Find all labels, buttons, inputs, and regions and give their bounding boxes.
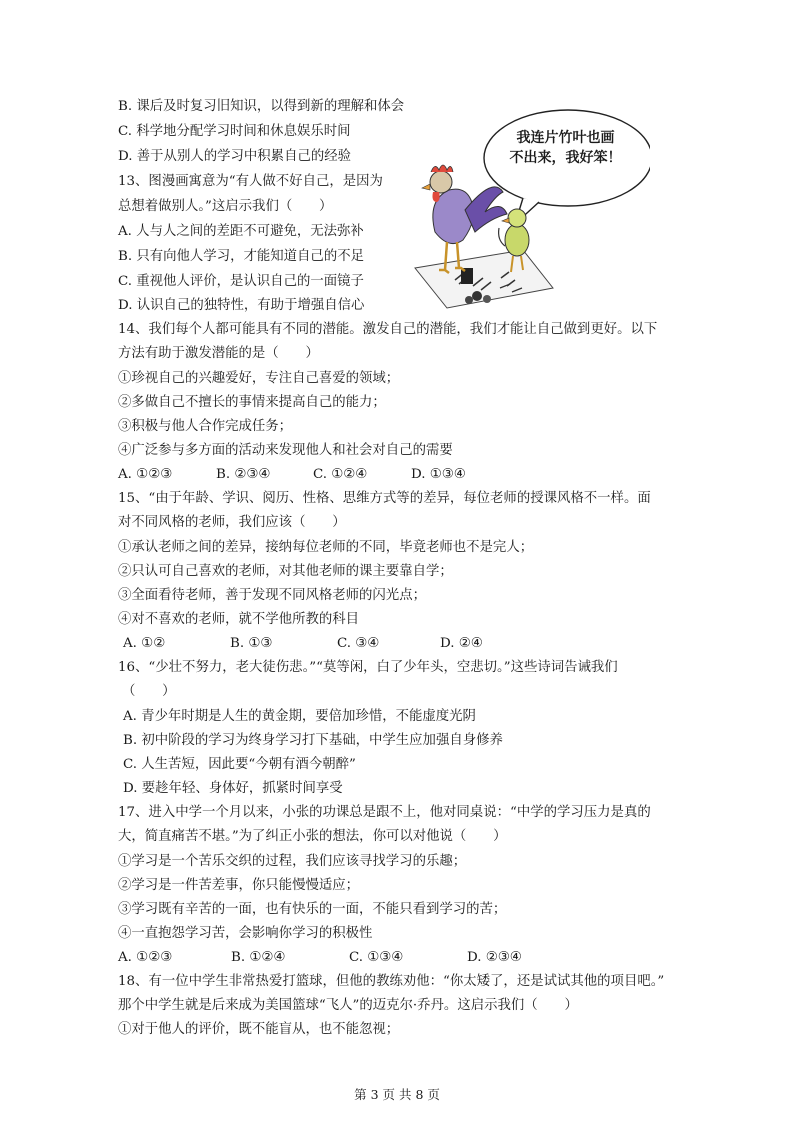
question-13-stem: 总想着做别人。”这启示我们（ ） bbox=[118, 199, 333, 214]
option-d: D. ②④ bbox=[440, 636, 483, 651]
page-number: 第 3 页 共 8 页 bbox=[354, 1087, 440, 1102]
statement-line: ①对于他人的评价，既不能盲从，也不能忽视； bbox=[118, 1022, 400, 1037]
speech-bubble-text bbox=[508, 128, 623, 168]
option-b: B. ②③④ bbox=[216, 467, 271, 482]
option-c: C. ①③④ bbox=[349, 950, 404, 965]
question-14-stem: 方法有助于激发潜能的是（ ） bbox=[118, 346, 319, 361]
option-b: B. ①③ bbox=[230, 636, 273, 651]
statement-line: ④广泛参与多方面的活动来发现他人和社会对自己的需要 bbox=[118, 443, 453, 458]
option-line: A. 青少年时期是人生的黄金期，要倍加珍惜，不能虚度光阴 bbox=[123, 709, 476, 724]
question-18-stem: 18、有一位中学生非常热爱打篮球，但他的教练劝他：“你太矮了，还是试试其他的项目吧。” bbox=[118, 974, 665, 989]
question-15-stem: 15、“由于年龄、学识、阅历、性格、思维方式等的差异，每位老师的授课风格不一样。面 bbox=[118, 491, 651, 506]
option-line: B. 只有向他人学习，才能知道自己的不足 bbox=[118, 249, 364, 264]
option-a: A. ①② bbox=[123, 636, 166, 651]
question-14-stem: 14、我们每个人都可能具有不同的潜能。激发自己的潜能，我们才能让自己做到更好。以下 bbox=[118, 322, 658, 337]
question-18-stem: 那个中学生就是后来成为美国篮球“飞人”的迈克尔·乔丹。这启示我们（ ） bbox=[118, 998, 578, 1013]
question-17-stem: 大，简直痛苦不堪。”为了纠正小张的想法，你可以对他说（ ） bbox=[118, 829, 507, 844]
statement-line: ①承认老师之间的差异，接纳每位老师的不同，毕竟老师也不是完人； bbox=[118, 540, 534, 555]
question-14-options bbox=[118, 463, 466, 487]
question-17-stem: 17、进入中学一个月以来，小张的功课总是跟不上，他对同桌说：“中学的学习压力是真的 bbox=[118, 805, 651, 820]
option-a: A. ①②③ bbox=[118, 950, 173, 965]
question-13-stem: 13、图漫画寓意为“有人做不好自己，是因为 bbox=[118, 174, 383, 189]
statement-line: ②学习是一件苦差事，你只能慢慢适应； bbox=[118, 878, 360, 893]
option-line: D. 要趁年轻、身体好，抓紧时间享受 bbox=[123, 781, 343, 796]
option-line: C. 人生苦短，因此要“今朝有酒今朝醉” bbox=[123, 757, 356, 772]
question-15-stem: 对不同风格的老师，我们应该（ ） bbox=[118, 515, 346, 530]
question-15-options bbox=[123, 632, 483, 656]
option-line: B. 课后及时复习旧知识，以得到新的理解和体会 bbox=[118, 99, 405, 114]
bubble-line: 不出来，我好笨！ bbox=[509, 150, 622, 166]
option-line: B. 初中阶段的学习为终身学习打下基础，中学生应加强自身修养 bbox=[123, 733, 503, 748]
question-17-options bbox=[118, 946, 522, 970]
statement-line: ①珍视自己的兴趣爱好，专注自己喜爱的领域； bbox=[118, 371, 400, 386]
question-16-stem: 16、“少壮不努力，老大徒伤悲。”“莫等闲，白了少年头，空悲切。”这些诗词告诫我们 bbox=[118, 660, 618, 675]
option-line: D. 认识自己的独特性，有助于增强自信心 bbox=[118, 298, 365, 313]
bubble-line: 我连片竹叶也画 bbox=[516, 130, 615, 146]
statement-line: ①学习是一个苦乐交织的过程，我们应该寻找学习的乐趣； bbox=[118, 854, 467, 869]
option-line: D. 善于从别人的学习中积累自己的经验 bbox=[118, 149, 352, 164]
option-b: B. ①②④ bbox=[231, 950, 286, 965]
option-line: C. 重视他人评价，是认识自己的一面镜子 bbox=[118, 274, 364, 289]
option-c: C. ③④ bbox=[337, 636, 380, 651]
statement-line: ③积极与他人合作完成任务； bbox=[118, 419, 293, 434]
option-d: D. ②③④ bbox=[467, 950, 522, 965]
option-a: A. ①②③ bbox=[118, 467, 173, 482]
statement-line: ②只认可自己喜欢的老师，对其他老师的课主要靠自学； bbox=[118, 564, 453, 579]
question-16-stem: （ ） bbox=[122, 684, 176, 699]
statement-line: ②多做自己不擅长的事情来提高自己的能力； bbox=[118, 395, 386, 410]
statement-line: ③学习既有辛苦的一面，也有快乐的一面，不能只看到学习的苦； bbox=[118, 902, 507, 917]
option-line: C. 科学地分配学习时间和休息娱乐时间 bbox=[118, 124, 351, 139]
statement-line: ③全面看待老师，善于发现不同风格老师的闪光点； bbox=[118, 588, 426, 603]
statement-line: ④对不喜欢的老师，就不学他所教的科目 bbox=[118, 612, 360, 627]
option-d: D. ①③④ bbox=[411, 467, 466, 482]
option-c: C. ①②④ bbox=[313, 467, 368, 482]
statement-line: ④一直抱怨学习苦，会影响你学习的积极性 bbox=[118, 926, 373, 941]
option-line: A. 人与人之间的差距不可避免，无法弥补 bbox=[118, 224, 364, 239]
